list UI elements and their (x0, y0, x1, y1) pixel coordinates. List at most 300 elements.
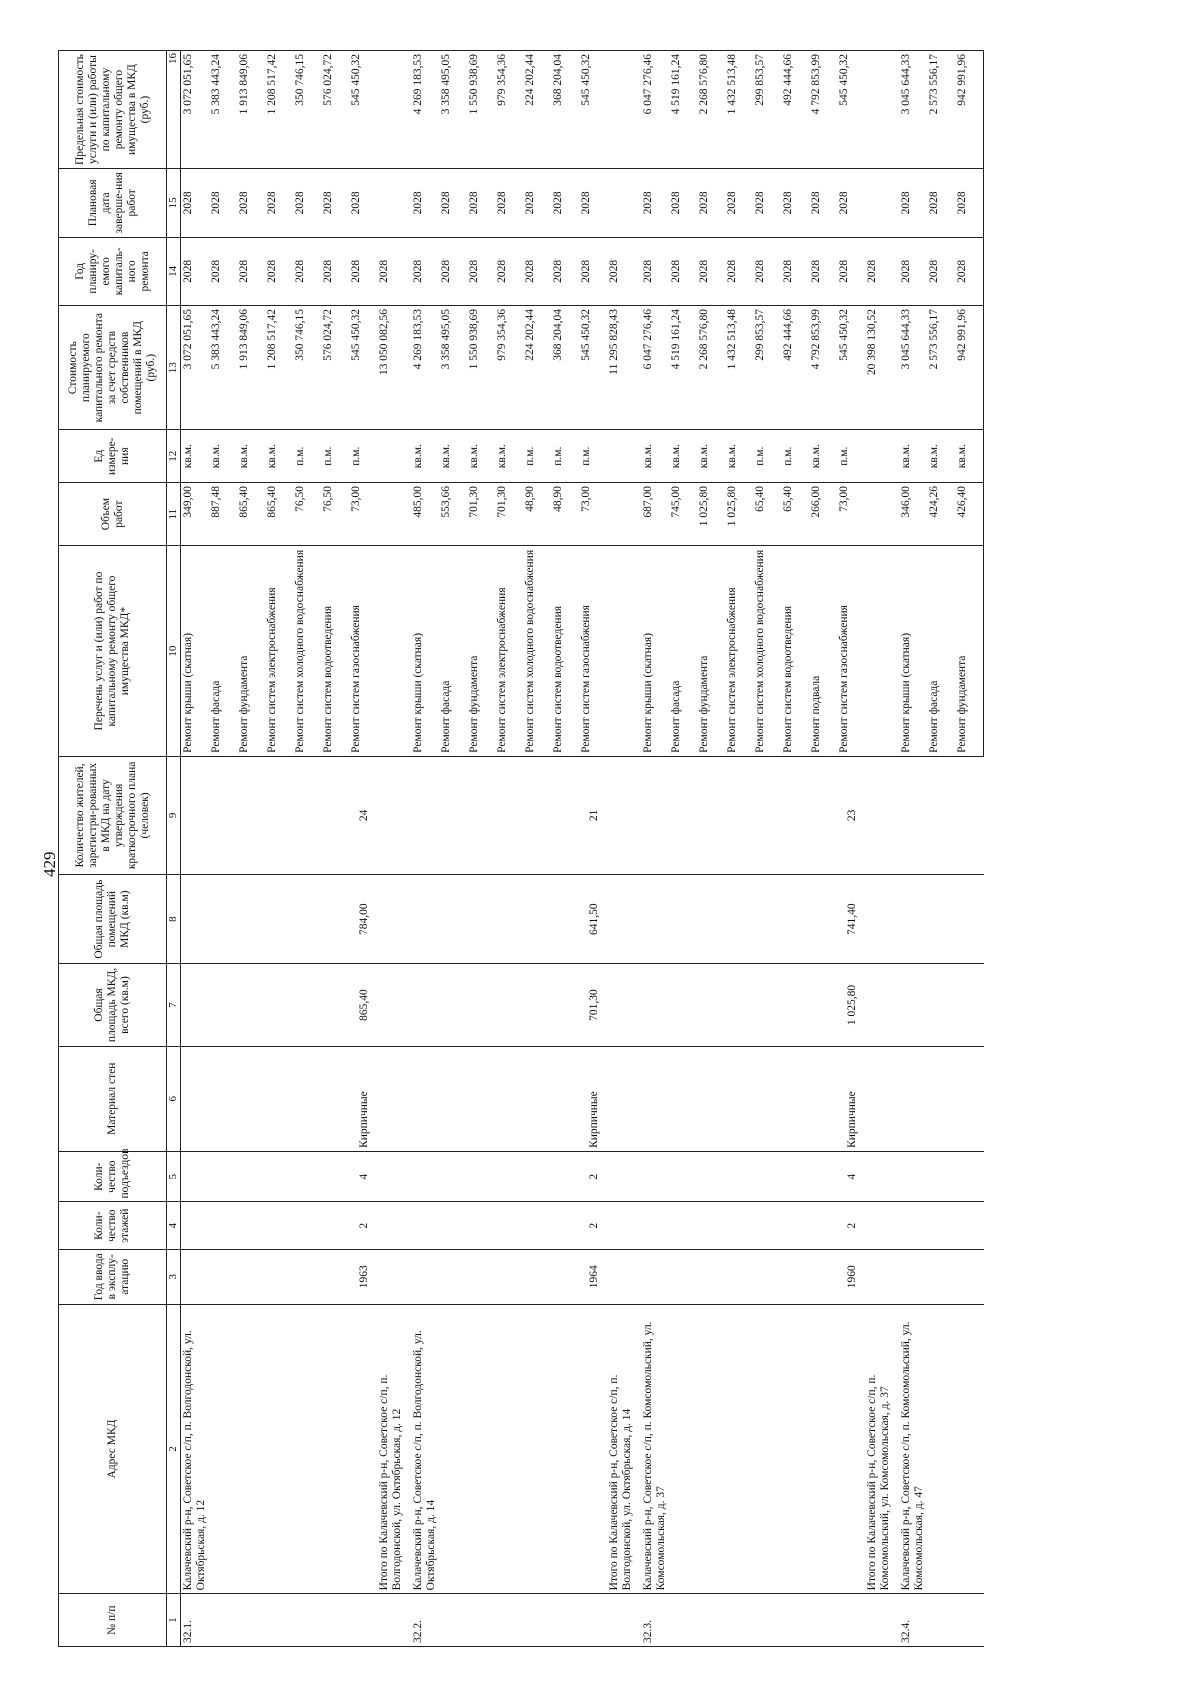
work-volume: 1 025,80 (697, 483, 725, 546)
work-cost: 3 045 644,33 (899, 306, 927, 430)
work-unit: кв.м. (181, 430, 210, 483)
total-label: Итого по Калачевский р-н, Советское с/п, п. Комсомольский, ул. Комсомольская, д. 37 (865, 1304, 899, 1594)
col-header: Адрес МКД (59, 1304, 167, 1594)
column-number: 12 (167, 430, 181, 483)
work-end-date: 2028 (669, 169, 697, 237)
blank-cell (607, 546, 641, 757)
house-total-row (865, 51, 899, 1647)
column-number: 11 (167, 483, 181, 546)
total-year: 2028 (607, 237, 641, 305)
work-cost: 979 354,36 (495, 306, 523, 430)
house-total-row (377, 51, 411, 1647)
work-end-date: 2028 (837, 169, 865, 237)
work-limit-cost: 5 383 443,24 (209, 51, 237, 169)
house-area-total: 1 025,80 (641, 964, 865, 1046)
blank-cell (607, 169, 641, 237)
work-volume: 426,40 (955, 483, 984, 546)
blank-cell (607, 430, 641, 483)
blank-cell (865, 430, 899, 483)
col-header: Ед измере-ния (59, 430, 167, 483)
work-cost: 545 450,32 (837, 306, 865, 430)
house-floors: 2 (181, 1202, 378, 1249)
work-unit: кв.м. (467, 430, 495, 483)
work-volume: 48,90 (523, 483, 551, 546)
column-number: 13 (167, 306, 181, 430)
work-volume: 48,90 (551, 483, 579, 546)
work-year: 2028 (321, 237, 349, 305)
work-year: 2028 (349, 237, 377, 305)
work-end-date: 2028 (927, 169, 955, 237)
work-limit-cost: 545 450,32 (837, 51, 865, 169)
column-number: 14 (167, 237, 181, 305)
work-cost: 545 450,32 (349, 306, 377, 430)
work-unit: п.м. (551, 430, 579, 483)
work-volume: 73,00 (349, 483, 377, 546)
house-entrances: 4 (641, 1151, 865, 1202)
work-year: 2028 (809, 237, 837, 305)
work-end-date: 2028 (265, 169, 293, 237)
blank-cell (377, 483, 411, 546)
work-name: Ремонт систем электроснабжения (725, 546, 753, 757)
work-year: 2028 (899, 237, 927, 305)
work-name: Ремонт систем холодного водоснабжения (523, 546, 551, 757)
work-end-date: 2028 (551, 169, 579, 237)
work-year: 2028 (265, 237, 293, 305)
work-volume: 73,00 (837, 483, 865, 546)
work-unit: кв.м. (237, 430, 265, 483)
work-limit-cost: 1 913 849,06 (237, 51, 265, 169)
work-limit-cost: 4 269 183,53 (411, 51, 439, 169)
work-unit: кв.м. (265, 430, 293, 483)
work-cost: 4 792 853,99 (809, 306, 837, 430)
blank-cell (607, 964, 641, 1046)
work-name: Ремонт крыши (скатная) (411, 546, 439, 757)
work-end-date: 2028 (467, 169, 495, 237)
column-number: 15 (167, 169, 181, 237)
work-name: Ремонт фундамента (237, 546, 265, 757)
work-end-date: 2028 (579, 169, 607, 237)
work-year: 2028 (467, 237, 495, 305)
work-limit-cost: 2 268 576,80 (697, 51, 725, 169)
blank-cell (607, 51, 641, 169)
house-row (181, 51, 210, 1647)
house-address: Калачевский р-н, Советское с/п, п. Комсомольский, ул. Комсомольская, д. 47 (899, 1304, 984, 1594)
work-limit-cost: 350 746,15 (293, 51, 321, 169)
work-cost: 299 853,57 (753, 306, 781, 430)
work-name: Ремонт систем водоотведения (551, 546, 579, 757)
work-end-date: 2028 (641, 169, 669, 237)
house-area-rooms (899, 874, 984, 964)
work-name: Ремонт систем холодного водоснабжения (753, 546, 781, 757)
work-limit-cost: 2 573 556,17 (927, 51, 955, 169)
house-floors: 2 (641, 1202, 865, 1249)
blank-cell (377, 1151, 411, 1202)
blank-cell (377, 169, 411, 237)
total-label: Итого по Калачевский р-н, Советское с/п, п. Волгодонской, ул. Октябрьская, д. 14 (607, 1304, 641, 1594)
work-end-date: 2028 (439, 169, 467, 237)
blank-cell (607, 1594, 641, 1647)
work-year: 2028 (181, 237, 210, 305)
work-volume: 266,00 (809, 483, 837, 546)
blank-cell (607, 756, 641, 874)
work-year: 2028 (237, 237, 265, 305)
blank-cell (865, 1151, 899, 1202)
work-limit-cost: 4 519 161,24 (669, 51, 697, 169)
work-volume: 73,00 (579, 483, 607, 546)
page-number: 429 (40, 851, 59, 877)
work-limit-cost: 3 045 644,33 (899, 51, 927, 169)
blank-cell (865, 1046, 899, 1151)
work-unit: п.м. (349, 430, 377, 483)
work-year: 2028 (641, 237, 669, 305)
blank-cell (865, 874, 899, 964)
house-year: 1964 (411, 1249, 607, 1304)
work-unit: п.м. (781, 430, 809, 483)
column-number: 2 (167, 1304, 181, 1594)
work-year: 2028 (669, 237, 697, 305)
col-header: Объем работ (59, 483, 167, 546)
blank-cell (377, 1249, 411, 1304)
work-year: 2028 (495, 237, 523, 305)
work-name: Ремонт систем водоотведения (321, 546, 349, 757)
work-cost: 1 550 938,69 (467, 306, 495, 430)
work-unit: кв.м. (209, 430, 237, 483)
work-limit-cost: 4 792 853,99 (809, 51, 837, 169)
work-volume: 76,50 (293, 483, 321, 546)
work-name: Ремонт систем электроснабжения (495, 546, 523, 757)
house-floors (899, 1202, 984, 1249)
blank-cell (865, 169, 899, 237)
blank-cell (607, 1202, 641, 1249)
work-cost: 492 444,66 (781, 306, 809, 430)
header-row (59, 51, 167, 1647)
blank-cell (607, 1046, 641, 1151)
column-number: 5 (167, 1151, 181, 1202)
work-unit: кв.м. (697, 430, 725, 483)
house-number: 32.2. (411, 1594, 607, 1647)
work-year: 2028 (781, 237, 809, 305)
work-name: Ремонт фасада (439, 546, 467, 757)
work-unit: п.м. (321, 430, 349, 483)
work-year: 2028 (293, 237, 321, 305)
work-end-date: 2028 (237, 169, 265, 237)
house-area-total: 865,40 (181, 964, 378, 1046)
work-unit: кв.м. (725, 430, 753, 483)
blank-cell (607, 874, 641, 964)
work-end-date: 2028 (293, 169, 321, 237)
work-volume: 687,00 (641, 483, 669, 546)
work-limit-cost: 576 024,72 (321, 51, 349, 169)
work-name: Ремонт систем газоснабжения (837, 546, 865, 757)
house-number: 32.4. (899, 1594, 984, 1647)
work-volume: 76,50 (321, 483, 349, 546)
col-header: Стоимость планируемого капитального ремонта за счет средств собственников помещений в МКД (руб.) (59, 306, 167, 430)
work-year: 2028 (411, 237, 439, 305)
total-year: 2028 (377, 237, 411, 305)
house-number: 32.1. (181, 1594, 378, 1647)
blank-cell (377, 874, 411, 964)
work-volume: 65,40 (753, 483, 781, 546)
work-unit: кв.м. (495, 430, 523, 483)
total-cost: 11 295 828,43 (607, 306, 641, 430)
work-name: Ремонт фасада (927, 546, 955, 757)
house-walls: Кирпичные (181, 1046, 378, 1151)
work-cost: 5 383 443,24 (209, 306, 237, 430)
work-name: Ремонт фасада (669, 546, 697, 757)
house-walls: Кирпичные (411, 1046, 607, 1151)
column-number-row (167, 51, 181, 1647)
blank-cell (377, 1594, 411, 1647)
house-area-rooms: 741,40 (641, 874, 865, 964)
column-number: 16 (167, 51, 181, 169)
blank-cell (377, 1202, 411, 1249)
work-cost: 368 204,04 (551, 306, 579, 430)
work-unit: кв.м. (809, 430, 837, 483)
house-entrances: 2 (411, 1151, 607, 1202)
work-limit-cost: 224 202,44 (523, 51, 551, 169)
house-floors: 2 (411, 1202, 607, 1249)
work-unit: п.м. (579, 430, 607, 483)
work-volume: 701,30 (467, 483, 495, 546)
house-walls (899, 1046, 984, 1151)
house-entrances: 4 (181, 1151, 378, 1202)
work-unit: кв.м. (669, 430, 697, 483)
work-end-date: 2028 (781, 169, 809, 237)
work-volume: 65,40 (781, 483, 809, 546)
col-header: Общая площадь МКД, всего (кв.м) (59, 964, 167, 1046)
work-volume: 701,30 (495, 483, 523, 546)
total-cost: 13 050 082,56 (377, 306, 411, 430)
work-name: Ремонт крыши (скатная) (181, 546, 210, 757)
work-limit-cost: 979 354,36 (495, 51, 523, 169)
col-header: Коли-чество этажей (59, 1202, 167, 1249)
work-end-date: 2028 (209, 169, 237, 237)
blank-cell (865, 756, 899, 874)
col-header: Общая площадь помещений МКД (кв.м) (59, 874, 167, 964)
work-year: 2028 (697, 237, 725, 305)
work-name: Ремонт систем газоснабжения (349, 546, 377, 757)
blank-cell (865, 483, 899, 546)
work-year: 2028 (837, 237, 865, 305)
work-name: Ремонт фундамента (697, 546, 725, 757)
blank-cell (865, 964, 899, 1046)
work-volume: 865,40 (265, 483, 293, 546)
work-unit: п.м. (837, 430, 865, 483)
column-number: 1 (167, 1594, 181, 1647)
work-year: 2028 (579, 237, 607, 305)
work-cost: 1 913 849,06 (237, 306, 265, 430)
house-address: Калачевский р-н, Советское с/п, п. Волгодонской, ул. Октябрьская, д. 14 (411, 1304, 607, 1594)
work-end-date: 2028 (349, 169, 377, 237)
blank-cell (377, 1046, 411, 1151)
work-cost: 4 269 183,53 (411, 306, 439, 430)
work-year: 2028 (725, 237, 753, 305)
work-end-date: 2028 (523, 169, 551, 237)
work-name: Ремонт фундамента (467, 546, 495, 757)
col-header: Количество жителей, зарегистри-рованных в МКД на дату утверждения краткосрочного плана (человек) (59, 756, 167, 874)
work-cost: 1 208 517,42 (265, 306, 293, 430)
blank-cell (865, 1202, 899, 1249)
work-volume: 1 025,80 (725, 483, 753, 546)
house-area-rooms: 641,50 (411, 874, 607, 964)
col-header: Плановая дата заверше-ния работ (59, 169, 167, 237)
work-end-date: 2028 (899, 169, 927, 237)
work-name: Ремонт фундамента (955, 546, 984, 757)
blank-cell (607, 1151, 641, 1202)
blank-cell (865, 546, 899, 757)
house-entrances (899, 1151, 984, 1202)
blank-cell (377, 430, 411, 483)
work-limit-cost: 492 444,66 (781, 51, 809, 169)
work-year: 2028 (209, 237, 237, 305)
house-area-rooms: 784,00 (181, 874, 378, 964)
col-header: Коли-чество подъездов (59, 1151, 167, 1202)
col-header: Предельная стоимость услуги и (или) работы по капитальному ремонту общего имущества в МКД (руб.) (59, 51, 167, 169)
work-year: 2028 (927, 237, 955, 305)
work-volume: 745,00 (669, 483, 697, 546)
work-cost: 3 358 495,05 (439, 306, 467, 430)
blank-cell (377, 51, 411, 169)
work-limit-cost: 1 208 517,42 (265, 51, 293, 169)
blank-cell (607, 483, 641, 546)
column-number: 10 (167, 546, 181, 757)
work-limit-cost: 545 450,32 (349, 51, 377, 169)
column-number: 4 (167, 1202, 181, 1249)
work-end-date: 2028 (181, 169, 210, 237)
work-cost: 1 432 513,48 (725, 306, 753, 430)
house-row (641, 51, 669, 1647)
col-header: Год планиру-емого капиталь-ного ремонта (59, 237, 167, 305)
work-name: Ремонт крыши (скатная) (899, 546, 927, 757)
blank-cell (607, 1249, 641, 1304)
work-limit-cost: 3 072 051,65 (181, 51, 210, 169)
work-unit: кв.м. (641, 430, 669, 483)
work-end-date: 2028 (321, 169, 349, 237)
work-year: 2028 (955, 237, 984, 305)
work-unit: п.м. (523, 430, 551, 483)
house-number: 32.3. (641, 1594, 865, 1647)
work-cost: 3 072 051,65 (181, 306, 210, 430)
work-name: Ремонт систем электроснабжения (265, 546, 293, 757)
work-cost: 2 573 556,17 (927, 306, 955, 430)
col-header: Перечень услуг и (или) работ по капитальному ремонту общего имущества МКД* (59, 546, 167, 757)
work-unit: кв.м. (899, 430, 927, 483)
work-limit-cost: 368 204,04 (551, 51, 579, 169)
work-limit-cost: 1 432 513,48 (725, 51, 753, 169)
work-name: Ремонт подвала (809, 546, 837, 757)
work-cost: 350 746,15 (293, 306, 321, 430)
work-cost: 576 024,72 (321, 306, 349, 430)
repair-plan-table (58, 50, 984, 1647)
blank-cell (865, 1249, 899, 1304)
work-year: 2028 (439, 237, 467, 305)
work-year: 2028 (551, 237, 579, 305)
work-name: Ремонт систем водоотведения (781, 546, 809, 757)
work-name: Ремонт фасада (209, 546, 237, 757)
work-unit: кв.м. (927, 430, 955, 483)
house-year: 1963 (181, 1249, 378, 1304)
work-unit: п.м. (293, 430, 321, 483)
column-number: 7 (167, 964, 181, 1046)
work-cost: 942 991,96 (955, 306, 984, 430)
house-residents: 23 (641, 756, 865, 874)
work-volume: 553,66 (439, 483, 467, 546)
house-address: Калачевский р-н, Советское с/п, п. Волгодонской, ул. Октябрьская, д. 12 (181, 1304, 378, 1594)
col-header: Год ввода в эксплу-атацию (59, 1249, 167, 1304)
house-area-total: 701,30 (411, 964, 607, 1046)
work-limit-cost: 299 853,57 (753, 51, 781, 169)
work-cost: 2 268 576,80 (697, 306, 725, 430)
work-volume: 887,48 (209, 483, 237, 546)
blank-cell (865, 1594, 899, 1647)
work-unit: кв.м. (411, 430, 439, 483)
blank-cell (865, 51, 899, 169)
column-number: 6 (167, 1046, 181, 1151)
col-header: Материал стен (59, 1046, 167, 1151)
blank-cell (377, 964, 411, 1046)
work-name: Ремонт систем газоснабжения (579, 546, 607, 757)
total-cost: 20 398 130,52 (865, 306, 899, 430)
work-end-date: 2028 (697, 169, 725, 237)
house-row (411, 51, 439, 1647)
work-volume: 349,00 (181, 483, 210, 546)
work-volume: 865,40 (237, 483, 265, 546)
blank-cell (377, 756, 411, 874)
house-residents: 24 (181, 756, 378, 874)
work-cost: 4 519 161,24 (669, 306, 697, 430)
work-end-date: 2028 (955, 169, 984, 237)
work-end-date: 2028 (809, 169, 837, 237)
total-label: Итого по Калачевский р-н, Советское с/п, п. Волгодонской, ул. Октябрьская, д. 12 (377, 1304, 411, 1594)
column-number: 3 (167, 1249, 181, 1304)
work-volume: 424,26 (927, 483, 955, 546)
work-year: 2028 (523, 237, 551, 305)
house-walls: Кирпичные (641, 1046, 865, 1151)
house-total-row (607, 51, 641, 1647)
house-year: 1960 (641, 1249, 865, 1304)
house-area-total (899, 964, 984, 1046)
house-address: Калачевский р-н, Советское с/п, п. Комсомольский, ул. Комсомольская, д. 37 (641, 1304, 865, 1594)
work-cost: 224 202,44 (523, 306, 551, 430)
work-volume: 485,00 (411, 483, 439, 546)
work-unit: п.м. (753, 430, 781, 483)
work-limit-cost: 1 550 938,69 (467, 51, 495, 169)
house-residents (899, 756, 984, 874)
column-number: 8 (167, 874, 181, 964)
total-year: 2028 (865, 237, 899, 305)
work-cost: 545 450,32 (579, 306, 607, 430)
work-year: 2028 (753, 237, 781, 305)
house-year (899, 1249, 984, 1304)
house-residents: 21 (411, 756, 607, 874)
work-unit: кв.м. (439, 430, 467, 483)
work-name: Ремонт крыши (скатная) (641, 546, 669, 757)
house-row (899, 51, 927, 1647)
work-name: Ремонт систем холодного водоснабжения (293, 546, 321, 757)
work-unit: кв.м. (955, 430, 984, 483)
work-end-date: 2028 (411, 169, 439, 237)
blank-cell (377, 546, 411, 757)
work-end-date: 2028 (495, 169, 523, 237)
work-limit-cost: 545 450,32 (579, 51, 607, 169)
work-cost: 6 047 276,46 (641, 306, 669, 430)
work-end-date: 2028 (725, 169, 753, 237)
work-end-date: 2028 (753, 169, 781, 237)
work-volume: 346,00 (899, 483, 927, 546)
work-limit-cost: 6 047 276,46 (641, 51, 669, 169)
work-limit-cost: 3 358 495,05 (439, 51, 467, 169)
work-limit-cost: 942 991,96 (955, 51, 984, 169)
